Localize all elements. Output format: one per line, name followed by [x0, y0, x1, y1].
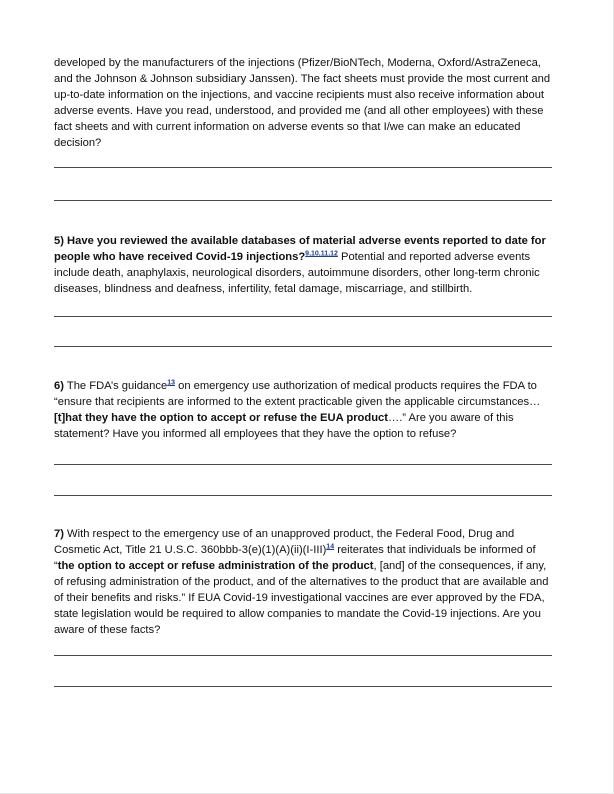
answer-line[interactable]	[54, 686, 552, 687]
question-7-text-3: , [and] of the consequences, if any, of refusing administration of the product, and of the alternatives to the product that are available and of their benefits and risks.” If EUA Covid-19 investigational vaccines are ever approved by the FDA, state legislation would be required to allow companies to mandate the Covid-19 injections. Are you aware of these facts?	[54, 560, 549, 636]
question-5	[54, 233, 558, 297]
question-6-text-3: ….” Are you aware of this statement? Have you informed all employees that they have the option to refuse?	[54, 412, 514, 440]
reference-link[interactable]: 14	[326, 543, 335, 551]
question-6-text-1: The FDA’s guidance	[63, 380, 168, 392]
reference-link[interactable]: 13	[167, 379, 175, 387]
reference-link[interactable]: 9,10,11,12	[305, 250, 338, 258]
answer-line[interactable]	[54, 655, 552, 656]
question-6-text-2: on emergency use authorization of medical products requires the FDA to “ensure that recipients are informed to the extent practicable given the applicable circumstances…	[54, 380, 541, 408]
answer-line[interactable]	[54, 495, 552, 496]
paragraph-fact-sheets	[54, 55, 558, 151]
question-7-bold: the option to accept or refuse administration of the product	[57, 560, 374, 572]
question-7	[54, 526, 558, 638]
answer-line[interactable]	[54, 200, 552, 201]
question-7-number: 7)	[54, 528, 64, 540]
question-5-bold: 5) Have you reviewed the available databases of material adverse events reported to date for people who have received Covid-19 injections?	[54, 235, 546, 263]
question-6	[54, 378, 558, 442]
answer-line[interactable]	[54, 167, 552, 168]
answer-line[interactable]	[54, 464, 552, 465]
question-7-text-1: With respect to the emergency use of an unapproved product, the Federal Food, Drug and Cosmetic Act, Title 21 U.S.C. 360bbb-3(e)(1)(A)(ii)(I-III)	[54, 528, 515, 556]
answer-line[interactable]	[54, 316, 552, 317]
fact-sheets-text: developed by the manufacturers of the injections (Pfizer/BioNTech, Moderna, Oxford/AstraZeneca, and the Johnson & Johnson subsidiary Janssen). The fact sheets must provide the most current and up-to-date information on the injections, and vaccine recipients must also receive information about adverse events. Have you read, understood, and provided me (and all other employees) with these fact sheets and with current information on adverse events so that I/we can make an educated decision?	[54, 57, 551, 149]
question-6-number: 6)	[54, 380, 64, 392]
answer-line[interactable]	[54, 346, 552, 347]
question-6-bold: [t]hat they have the option to accept or refuse the EUA product	[54, 412, 388, 424]
question-5-text: Potential and reported adverse events include death, anaphylaxis, neurological disorders, autoimmune disorders, other long-term chronic diseases, blindness and deafness, infertility, fetal damage, miscarriage, and stillbirth.	[54, 251, 540, 295]
question-7-text-2: reiterates that individuals be informed of “	[54, 544, 536, 572]
